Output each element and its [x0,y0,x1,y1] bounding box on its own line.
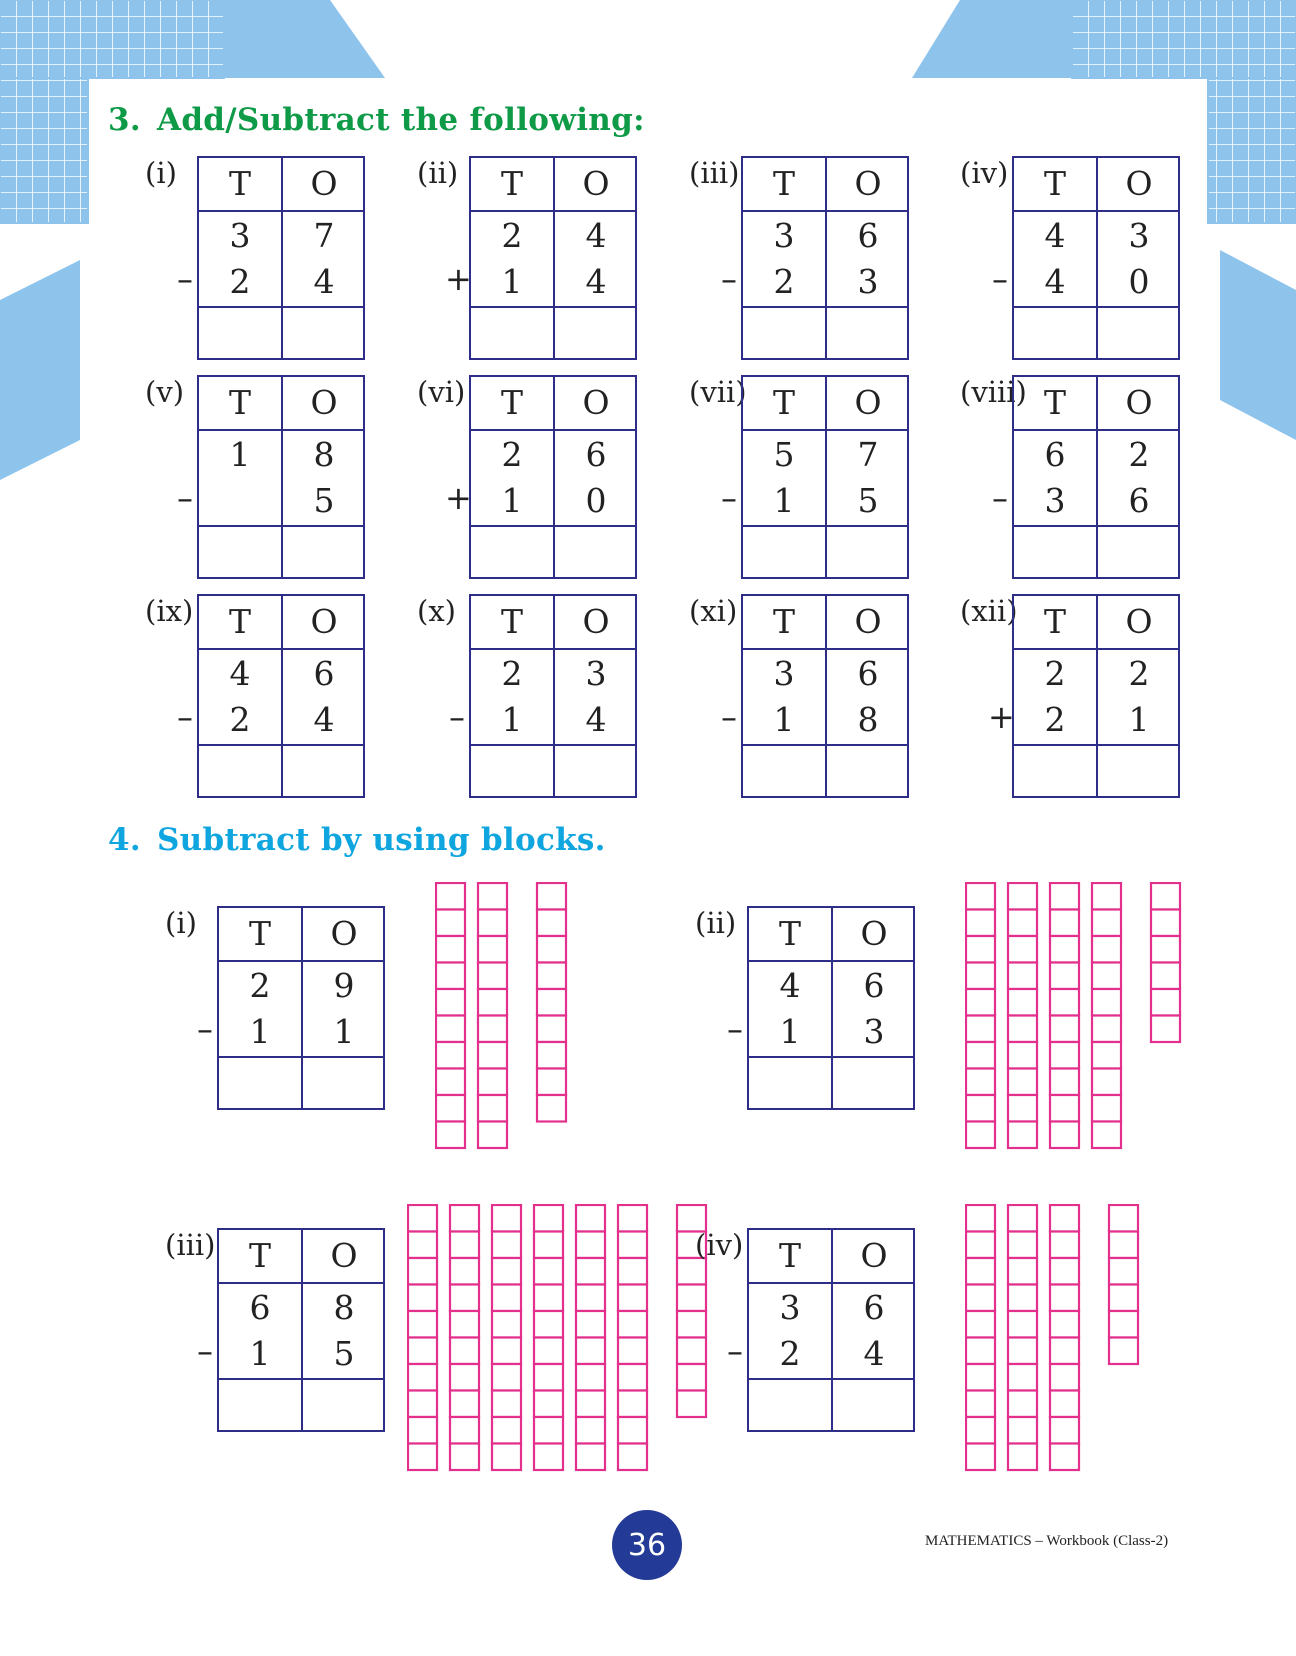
ones-digit-bottom: 0 [1128,262,1150,301]
section-3-number: 3. [108,102,141,138]
ones-digit-top: 6 [863,1288,885,1327]
answer-row-divider [471,744,635,746]
ones-digit-top: 9 [333,966,355,1005]
place-value-table [217,1228,385,1432]
tens-digit-top: 4 [229,654,251,693]
operator-sign: – [721,260,737,298]
tens-header: T [228,602,251,641]
tens-digit-bottom: 2 [229,700,251,739]
ones-header: O [582,164,610,203]
answer-row-divider [471,306,635,308]
tens-digit-top: 4 [1044,216,1066,255]
tens-digit-top: 3 [229,216,251,255]
tens-digit-top: 3 [779,1288,801,1327]
tens-digit-bottom: 2 [229,262,251,301]
answer-row-divider [199,525,363,527]
ones-digit-top: 2 [1128,435,1150,474]
ten-rod [1050,883,1079,1148]
tens-header: T [228,164,251,203]
tens-header: T [772,602,795,641]
ones-digit-top: 7 [313,216,335,255]
tens-digit-top: 2 [249,966,271,1005]
ones-digit-bottom: 1 [333,1012,355,1051]
ten-rod [966,1205,995,1470]
ones-digit-bottom: 5 [333,1334,355,1373]
answer-row-divider [749,1378,913,1380]
add-subtract-problem [960,156,1200,366]
ten-rod [1050,1205,1079,1470]
problem-label: (viii) [960,375,1027,409]
base-ten-blocks [407,1204,709,1473]
operator-sign: – [992,479,1008,517]
row-divider [1014,210,1178,212]
ten-rod [450,1205,479,1470]
add-subtract-problem [417,594,657,804]
answer-row-divider [1014,525,1178,527]
place-value-table [469,594,637,798]
page-number-badge [612,1510,682,1580]
operator-sign: – [197,1010,213,1048]
place-value-table [197,594,365,798]
problem-label: (iii) [165,1228,216,1262]
operator-sign: – [177,260,193,298]
place-value-table [741,594,909,798]
tens-digit-bottom: 4 [1044,262,1066,301]
row-divider [743,648,907,650]
footer-text: MATHEMATICS – Workbook (Class-2) [925,1533,1169,1549]
ones-column [1109,1205,1138,1364]
problem-label: (i) [165,906,197,940]
tens-digit-top: 3 [773,654,795,693]
add-subtract-problem [960,375,1200,585]
ones-digit-top: 3 [585,654,607,693]
place-value-table [1012,375,1180,579]
ones-column [537,883,566,1122]
operator-sign: – [721,698,737,736]
ten-rod [408,1205,437,1470]
operator-sign: – [449,698,465,736]
ones-digit-top: 6 [585,435,607,474]
answer-row-divider [219,1056,383,1058]
place-value-table [741,156,909,360]
add-subtract-problem [145,594,385,804]
answer-row-divider [749,1056,913,1058]
answer-row-divider [471,525,635,527]
ones-digit-bottom: 1 [1128,700,1150,739]
ones-digit-bottom: 4 [313,262,335,301]
tens-digit-bottom: 2 [773,262,795,301]
section-4-title: Subtract by using blocks. [156,822,606,858]
tens-digit-top: 2 [501,216,523,255]
row-divider [749,960,913,962]
row-divider [219,960,383,962]
operator-sign: – [727,1332,743,1370]
tens-header: T [228,383,251,422]
ones-digit-bottom: 4 [313,700,335,739]
place-value-table [747,906,915,1110]
ones-digit-top: 6 [863,966,885,1005]
block-subtraction-problem [165,906,405,1116]
ones-header: O [1125,383,1153,422]
ten-rod [436,883,465,1148]
ones-header: O [330,1236,358,1275]
ten-rod [1008,883,1037,1148]
ones-digit-top: 7 [857,435,879,474]
row-divider [199,210,363,212]
add-subtract-problem [417,156,657,366]
ones-header: O [854,164,882,203]
add-subtract-problem [689,375,929,585]
section-4-number: 4. [108,822,141,858]
ones-header: O [310,383,338,422]
ten-rod [478,883,507,1148]
ones-digit-top: 3 [1128,216,1150,255]
ones-header: O [310,164,338,203]
operator-sign: – [992,260,1008,298]
tens-digit-top: 2 [1044,654,1066,693]
ones-header: O [854,383,882,422]
operator-sign: + [445,479,472,517]
base-ten-blocks [965,1204,1141,1473]
answer-row-divider [199,744,363,746]
problem-label: (ii) [695,906,737,940]
operator-sign: – [727,1010,743,1048]
operator-sign: – [721,479,737,517]
answer-row-divider [219,1378,383,1380]
section-3-title: Add/Subtract the following: [156,102,645,138]
tens-digit-bottom: 1 [773,481,795,520]
row-divider [199,648,363,650]
tens-header: T [1043,164,1066,203]
ten-rod [966,883,995,1148]
tens-digit-top: 3 [773,216,795,255]
tens-digit-top: 5 [773,435,795,474]
add-subtract-problem [145,156,385,366]
page-number: 36 [627,1527,667,1563]
answer-row-divider [1014,744,1178,746]
place-value-table [469,156,637,360]
ones-digit-bottom: 0 [585,481,607,520]
row-divider [471,210,635,212]
tens-digit-bottom: 1 [501,262,523,301]
ones-header: O [330,914,358,953]
row-divider [199,429,363,431]
ones-header: O [582,602,610,641]
tens-digit-bottom: 2 [1044,700,1066,739]
row-divider [471,429,635,431]
row-divider [743,210,907,212]
problem-label: (xii) [960,594,1018,628]
ones-column [1151,883,1180,1042]
place-value-table [1012,156,1180,360]
problem-label: (iii) [689,156,740,190]
row-divider [1014,429,1178,431]
add-subtract-problem [417,375,657,585]
answer-row-divider [1014,306,1178,308]
ones-digit-top: 8 [333,1288,355,1327]
ones-digit-bottom: 4 [863,1334,885,1373]
problem-label: (iv) [960,156,1009,190]
ones-header: O [1125,164,1153,203]
operator-sign: – [177,698,193,736]
problem-label: (v) [145,375,185,409]
tens-digit-bottom: 1 [249,1012,271,1051]
ten-rod [576,1205,605,1470]
tens-digit-bottom: 1 [779,1012,801,1051]
ten-rod [492,1205,521,1470]
tens-header: T [1043,602,1066,641]
add-subtract-problem [960,594,1200,804]
answer-row-divider [743,744,907,746]
tens-header: T [772,164,795,203]
tens-digit-top: 4 [779,966,801,1005]
ones-digit-bottom: 3 [857,262,879,301]
place-value-table [469,375,637,579]
place-value-table [197,156,365,360]
tens-digit-bottom: 3 [1044,481,1066,520]
base-ten-blocks [435,882,569,1151]
problem-label: (vi) [417,375,466,409]
problem-label: (vii) [689,375,747,409]
problem-label: (x) [417,594,456,628]
add-subtract-problem [145,375,385,585]
operator-sign: + [988,698,1015,736]
base-ten-blocks [965,882,1183,1151]
tens-digit-bottom: 2 [779,1334,801,1373]
tens-header: T [248,1236,271,1275]
problem-label: (iv) [695,1228,744,1262]
tens-header: T [500,164,523,203]
block-subtraction-problem [695,1228,935,1438]
tens-header: T [248,914,271,953]
ones-header: O [310,602,338,641]
section-4-heading [108,822,606,858]
tens-header: T [500,602,523,641]
tens-digit-bottom: 1 [773,700,795,739]
row-divider [743,429,907,431]
ones-digit-bottom: 4 [585,262,607,301]
ones-digit-bottom: 3 [863,1012,885,1051]
ones-digit-bottom: 8 [857,700,879,739]
problem-label: (xi) [689,594,738,628]
place-value-table [1012,594,1180,798]
tens-digit-top: 6 [249,1288,271,1327]
problem-label: (i) [145,156,177,190]
add-subtract-problem [689,156,929,366]
tens-digit-bottom: 1 [249,1334,271,1373]
tens-header: T [778,1236,801,1275]
ones-digit-bottom: 5 [857,481,879,520]
ones-digit-top: 8 [313,435,335,474]
tens-header: T [778,914,801,953]
answer-row-divider [743,306,907,308]
ten-rod [618,1205,647,1470]
row-divider [219,1282,383,1284]
row-divider [471,648,635,650]
tens-digit-top: 1 [229,435,251,474]
block-subtraction-problem [165,1228,405,1438]
tens-digit-top: 2 [501,435,523,474]
block-subtraction-problem [695,906,935,1116]
add-subtract-problem [689,594,929,804]
ones-header: O [860,914,888,953]
place-value-table [747,1228,915,1432]
tens-digit-top: 2 [501,654,523,693]
ones-header: O [854,602,882,641]
ones-digit-bottom: 5 [313,481,335,520]
answer-row-divider [199,306,363,308]
section-3-heading [108,102,645,138]
ones-header: O [1125,602,1153,641]
place-value-table [197,375,365,579]
operator-sign: – [177,479,193,517]
tens-header: T [772,383,795,422]
row-divider [1014,648,1178,650]
ones-digit-top: 2 [1128,654,1150,693]
ones-digit-top: 6 [857,216,879,255]
ones-header: O [860,1236,888,1275]
place-value-table [741,375,909,579]
ten-rod [1008,1205,1037,1470]
tens-header: T [1043,383,1066,422]
tens-digit-bottom: 1 [501,700,523,739]
operator-sign: + [445,260,472,298]
ones-digit-top: 4 [585,216,607,255]
ones-digit-bottom: 6 [1128,481,1150,520]
ones-digit-top: 6 [857,654,879,693]
ten-rod [1092,883,1121,1148]
tens-header: T [500,383,523,422]
place-value-table [217,906,385,1110]
problem-label: (ii) [417,156,459,190]
ones-header: O [582,383,610,422]
answer-row-divider [743,525,907,527]
ones-digit-top: 6 [313,654,335,693]
tens-digit-bottom: 1 [501,481,523,520]
operator-sign: – [197,1332,213,1370]
row-divider [749,1282,913,1284]
ten-rod [534,1205,563,1470]
ones-digit-bottom: 4 [585,700,607,739]
tens-digit-top: 6 [1044,435,1066,474]
problem-label: (ix) [145,594,194,628]
